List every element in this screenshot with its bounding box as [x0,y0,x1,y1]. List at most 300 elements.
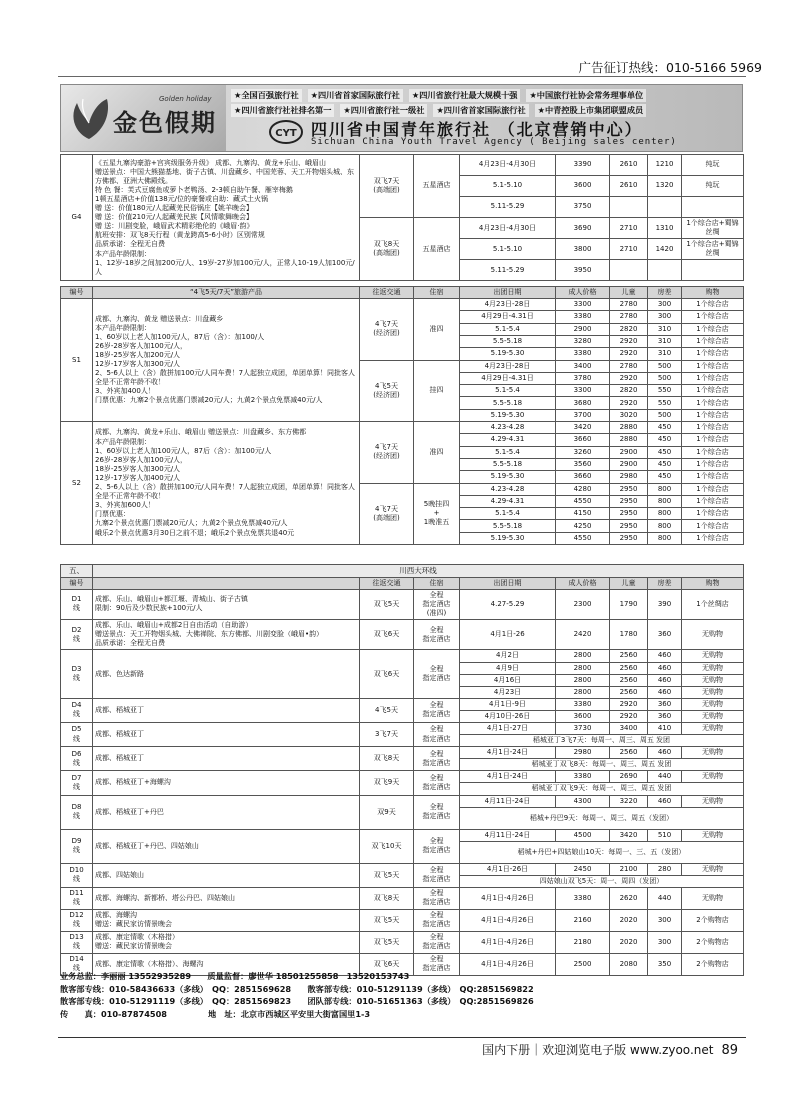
traffic-cell: 双飞8天 [360,887,414,909]
shopping-cell: 1个综合店 [682,434,744,446]
date-cell: 4月1日-4月26日 [460,909,556,931]
header-product [93,577,360,589]
adult-price-cell: 4150 [556,508,610,520]
date-cell: 4月23日 [460,686,556,698]
date-cell: 5.19-5.30 [460,348,556,360]
price-row [61,422,744,434]
room-diff-cell: 500 [648,409,682,421]
route-code: D12 线 [61,909,93,931]
date-cell: 4.27-5.29 [460,589,556,619]
d-table [60,564,744,976]
date-cell: 5.19-5.30 [460,532,556,544]
honor-tag: ★四川省首家国际旅行社 [433,104,528,117]
shopping-cell: 无购物 [682,863,744,875]
child-price-cell: 2950 [610,495,648,507]
room-diff-cell: 440 [648,771,682,783]
room-diff-cell: 310 [648,348,682,360]
room-diff-cell: 310 [648,335,682,347]
shopping-cell [682,260,744,281]
hotel-cell: 全程 指定酒店 (准四) [414,589,460,619]
shopping-cell: 2个购物店 [682,909,744,931]
child-price-cell: 2560 [610,662,648,674]
room-diff-cell: 550 [648,397,682,409]
date-cell: 5.1-5.4 [460,323,556,335]
child-price-cell: 2560 [610,650,648,662]
adult-price-cell: 2300 [556,589,610,619]
honor-tag: ★中国旅行社协会常务理事单位 [526,89,646,102]
room-diff-cell: 280 [648,863,682,875]
room-diff-cell: 500 [648,360,682,372]
date-cell: 4月16日 [460,674,556,686]
date-cell: 5.5-5.18 [460,335,556,347]
adult-price-cell: 4280 [556,483,610,495]
shopping-cell: 1个综合店 [682,471,744,483]
child-price-cell: 3400 [610,722,648,734]
logo-subtitle: Golden holiday [159,95,212,103]
route-code: D5 线 [61,722,93,746]
route-code: D3 线 [61,650,93,698]
date-cell: 4月10日-26日 [460,710,556,722]
route-row [61,909,744,931]
room-diff-cell: 800 [648,483,682,495]
traffic-cell: 4飞7天 (经济团) [360,422,414,483]
top-divider [58,76,746,77]
room-diff-cell: 800 [648,532,682,544]
shopping-cell: 1个综合店 [682,299,744,311]
adult-price-cell: 2900 [556,323,610,335]
route-row [61,698,744,710]
adult-price-cell: 3380 [556,311,610,323]
route-code: D9 线 [61,829,93,863]
shopping-cell: 无购物 [682,674,744,686]
shopping-cell: 1个综合店 [682,458,744,470]
adult-price-cell: 2420 [556,620,610,650]
honor-tags [231,89,741,119]
shopping-cell: 无购物 [682,710,744,722]
date-cell: 4月1日-4月26日 [460,887,556,909]
header-traffic: 往返交通 [360,577,414,589]
route-row [61,589,744,619]
room-diff-cell: 300 [648,931,682,953]
shopping-cell: 无购物 [682,829,744,841]
child-price-cell [610,197,648,218]
shopping-cell: 1个综合店 [682,311,744,323]
child-price-cell: 2610 [610,176,648,197]
room-diff-cell: 450 [648,434,682,446]
room-diff-cell: 510 [648,829,682,841]
date-cell: 4月1日-9日 [460,698,556,710]
hotel-cell: 全程 指定酒店 [414,931,460,953]
room-diff-cell: 300 [648,299,682,311]
hotel-cell: 全程 指定酒店 [414,887,460,909]
child-price-cell: 2880 [610,434,648,446]
traffic-cell: 双飞8天 (高端团) [360,218,414,281]
traffic-cell: 双飞5天 [360,909,414,931]
room-diff-cell: 800 [648,508,682,520]
shopping-cell: 1个综合店 [682,520,744,532]
route-row [61,722,744,734]
page-number: 89 [721,1043,738,1058]
header-room: 房差 [648,577,682,589]
child-price-cell: 2780 [610,360,648,372]
header-date: 出团日期 [460,577,556,589]
product-description: 成都、九寨沟、黄龙 赠送景点：川盘藏乡 本产品年龄限制： 1、60岁以上老人加100元/人，87后（含）：加100/人 26岁-28岁客人加100元/人， 18岁-25岁客人加200元/人 12岁-17岁客人加300元/人 2、5-6人以上（含）散拼加100元/人同车费！7人起独立成团，单团单算！同批客人全是不正常年龄不收！ 3、外宾加400人！ 门票优惠：九寨2个景点优惠门票减20元/人；九黄2个景点免票减40元/人 [93,299,360,422]
schedule-note: 稻城+丹巴+四姑娘山10天：每周一、三、五（发团） [460,841,744,863]
traffic-cell: 双飞5天 [360,863,414,887]
hotel-cell: 全程 指定酒店 [414,747,460,771]
product-code: G4 [61,155,93,281]
price-row [61,155,744,176]
room-diff-cell: 450 [648,446,682,458]
footer-site-text: 国内下册｜欢迎浏览电子版 www.zyoo.net [482,1043,714,1057]
traffic-cell: 4飞7天 (经济团) [360,299,414,360]
svg-text:CYT: CYT [275,128,297,139]
room-diff-cell: 1210 [648,155,682,176]
child-price-cell: 2980 [610,471,648,483]
date-cell: 5.19-5.30 [460,471,556,483]
date-cell: 4月1日-26 [460,620,556,650]
product-code: S1 [61,299,93,422]
header-traffic: 往返交通 [360,287,414,299]
traffic-cell: 双飞6天 [360,620,414,650]
s-table [60,286,744,545]
route-code: D10 线 [61,863,93,887]
adult-price-cell: 3600 [556,176,610,197]
shopping-cell: 1个综合店 [682,385,744,397]
price-row [61,299,744,311]
honor-tag: ★四川省旅行社最大规模十强 [409,89,521,102]
traffic-cell: 4飞5天 (经济团) [360,360,414,421]
room-diff-cell: 460 [648,795,682,807]
shopping-cell: 无购物 [682,620,744,650]
logo-title: 金色假期 [113,108,217,137]
contact-line-3: 散客部专线：010-51291119（多线） QQ：2851569823 团队部专线：010-51651363（多线） QQ:2851569826 [60,996,534,1006]
adult-price-cell: 3380 [556,887,610,909]
header-adult: 成人价格 [556,577,610,589]
section-title-row [61,565,744,578]
shopping-cell: 1个综合店 [682,348,744,360]
route-code: D11 线 [61,887,93,909]
hotel-cell: 全程 指定酒店 [414,953,460,975]
route-row [61,863,744,875]
hotel-cell: 全程 指定酒店 [414,698,460,722]
adult-price-cell: 3300 [556,385,610,397]
child-price-cell: 2710 [610,239,648,260]
header-code: 编号 [61,287,93,299]
child-price-cell: 2920 [610,698,648,710]
shopping-cell: 无购物 [682,662,744,674]
room-diff-cell: 1310 [648,218,682,239]
date-cell: 4月1日-24日 [460,747,556,759]
adult-price-cell: 4250 [556,520,610,532]
traffic-cell: 双飞10天 [360,829,414,863]
route-row [61,795,744,807]
header-shop: 购物 [682,577,744,589]
section-number: 五、 [61,565,93,578]
date-cell: 4月29日-4.31日 [460,311,556,323]
header-child: 儿童 [610,287,648,299]
traffic-cell: 4飞5天 [360,698,414,722]
agency-banner [60,84,743,152]
route-description: 成都、康定情歌（木格措）、海螺沟 [93,953,360,975]
adult-price-cell: 3390 [556,155,610,176]
date-cell: 4月1日-4月26日 [460,953,556,975]
child-price-cell: 2020 [610,909,648,931]
honor-tag: ★全国百强旅行社 [231,89,302,102]
child-price-cell: 2900 [610,458,648,470]
date-cell: 4.23-4.28 [460,483,556,495]
room-diff-cell: 350 [648,953,682,975]
product-description: 成都、九寨沟、黄龙+乐山、峨眉山 赠送景点：川盘藏乡、东方佛都 本产品年龄限制： 1、60岁以上老人加100元/人，87后（含）：加100元/人 26岁-28岁客人加100元/人， 18岁-25岁客人加300元/人 12岁-17岁客人加400元/人 2、5-6人以上（含）散拼加100元/人同车费！7人起独立成团，单团单算！同批客人全是不正常年龄不收！ 3、外宾加600人！ 门票优惠： 九寨2个景点优惠门票减20元/人；九黄2个景点免票减40元/人 峨乐2个景点优惠3月30日之前不退；峨乐2个景点免票共退40元 [93,422,360,545]
contact-footer [60,970,743,1020]
adult-price-cell: 3730 [556,722,610,734]
adult-price-cell: 2500 [556,953,610,975]
shopping-cell: 1个综合店 [682,360,744,372]
schedule-note: 稻城亚丁双飞8天：每周一、周三、周五 发团 [460,759,744,771]
adult-price-cell: 3660 [556,434,610,446]
hotel-cell: 全程 指定酒店 [414,909,460,931]
header-shop: 购物 [682,287,744,299]
schedule-note: 稻城亚丁3飞7天：每周一、周三、周五 发团 [460,735,744,747]
child-price-cell: 2920 [610,335,648,347]
route-description: 成都、乐山、峨眉山+都江堰、青城山、街子古镇 限制：90后及少数民族+100元/人 [93,589,360,619]
room-diff-cell: 500 [648,372,682,384]
shopping-cell: 无购物 [682,686,744,698]
route-code: D8 线 [61,795,93,829]
traffic-cell: 双飞5天 [360,931,414,953]
date-cell: 4月9日 [460,662,556,674]
child-price-cell [610,260,648,281]
date-cell: 4.23-4.28 [460,422,556,434]
header-hotel: 住宿 [414,577,460,589]
route-description: 成都、四姑娘山 [93,863,360,887]
room-diff-cell: 310 [648,323,682,335]
child-price-cell: 2610 [610,155,648,176]
route-description: 成都、稻城亚丁+丹巴、四姑娘山 [93,829,360,863]
date-cell: 5.11-5.29 [460,260,556,281]
traffic-cell: 双9天 [360,795,414,829]
room-diff-cell: 1420 [648,239,682,260]
header-date: 出团日期 [460,287,556,299]
child-price-cell: 2100 [610,863,648,875]
shopping-cell: 1个丝绸店 [682,589,744,619]
route-description: 成都、稻城亚丁+丹巴 [93,795,360,829]
header-child: 儿童 [610,577,648,589]
adult-price-cell: 3400 [556,360,610,372]
shopping-cell [682,197,744,218]
room-diff-cell: 300 [648,311,682,323]
hotel-cell: 全程 指定酒店 [414,650,460,698]
child-price-cell: 2560 [610,747,648,759]
route-code: D4 线 [61,698,93,722]
header-adult: 成人价格 [556,287,610,299]
child-price-cell: 2080 [610,953,648,975]
date-cell: 5.5-5.18 [460,520,556,532]
hotel-cell: 全程 指定酒店 [414,722,460,746]
child-price-cell: 2780 [610,299,648,311]
shopping-cell: 1个综合店 [682,372,744,384]
adult-price-cell: 3560 [556,458,610,470]
adult-price-cell: 4300 [556,795,610,807]
shopping-cell: 1个综合店 [682,508,744,520]
shopping-cell: 1个综合店+蜀锦丝绸 [682,218,744,239]
child-price-cell: 2780 [610,311,648,323]
room-diff-cell: 460 [648,650,682,662]
adult-price-cell: 2800 [556,674,610,686]
hotel-cell: 准四 [414,299,460,360]
shopping-cell: 无购物 [682,795,744,807]
adult-price-cell: 4550 [556,532,610,544]
child-price-cell: 2950 [610,508,648,520]
child-price-cell: 2900 [610,446,648,458]
adult-price-cell: 3420 [556,422,610,434]
traffic-cell: 3飞7天 [360,722,414,746]
route-code: D7 线 [61,771,93,795]
route-code: D13 线 [61,931,93,953]
date-cell: 4.29-4.31 [460,495,556,507]
route-description: 成都、稻城亚丁 [93,698,360,722]
hotel-cell: 全程 指定酒店 [414,863,460,887]
route-description: 成都、稻城亚丁+海螺沟 [93,771,360,795]
child-price-cell: 2950 [610,532,648,544]
route-row [61,650,744,662]
column-header-row [61,577,744,589]
date-cell: 4月23日-28日 [460,299,556,311]
room-diff-cell: 440 [648,887,682,909]
route-description: 成都、稻城亚丁 [93,722,360,746]
adult-price-cell: 2800 [556,650,610,662]
adult-price-cell: 2180 [556,931,610,953]
shopping-cell: 无购物 [682,887,744,909]
room-diff-cell: 360 [648,698,682,710]
shopping-cell: 无购物 [682,650,744,662]
adult-price-cell: 3280 [556,335,610,347]
route-row [61,829,744,841]
child-price-cell: 2820 [610,385,648,397]
honor-tag: ★中青控股上市集团联盟成员 [535,104,647,117]
room-diff-cell: 450 [648,458,682,470]
route-row [61,747,744,759]
adult-price-cell: 2980 [556,747,610,759]
schedule-note: 稻城亚丁双飞9天：每周一、周三、周五 发团 [460,783,744,795]
room-diff-cell: 300 [648,909,682,931]
g4-table [60,154,744,281]
adult-price-cell: 3950 [556,260,610,281]
date-cell: 5.1-5.4 [460,385,556,397]
child-price-cell: 2020 [610,931,648,953]
date-cell: 4月11日-24日 [460,829,556,841]
child-price-cell: 3420 [610,829,648,841]
ad-hotline: 广告征订热线：010-5166 5969 [578,60,762,75]
route-row [61,771,744,783]
room-diff-cell [648,260,682,281]
honor-tag: ★四川省旅行社社排名第一 [231,104,334,117]
date-cell: 4月11日-24日 [460,795,556,807]
bottom-divider [58,1037,746,1038]
shopping-cell: 1个综合店 [682,532,744,544]
child-price-cell: 2690 [610,771,648,783]
traffic-cell: 双飞7天 (高端团) [360,155,414,218]
adult-price-cell: 3690 [556,218,610,239]
header-room: 房差 [648,287,682,299]
header-code: 编号 [61,577,93,589]
room-diff-cell [648,197,682,218]
date-cell: 4月1日-4月26日 [460,931,556,953]
shopping-cell: 无购物 [682,722,744,734]
column-header-row [61,287,744,299]
adult-price-cell: 3380 [556,348,610,360]
route-row [61,887,744,909]
shopping-cell: 1个综合店 [682,483,744,495]
route-code: D2 线 [61,620,93,650]
adult-price-cell: 3780 [556,372,610,384]
room-diff-cell: 460 [648,674,682,686]
product-description: 《五星九寨沟豪游+宫宾级服务升级》 成都、九寨沟、黄龙+乐山、峨眉山 赠送景点：中国大熊猫基地、街子古镇、川盘藏乡、中国芜蓉、天工开物烟头城、东方佛都、亚洲大佛殿线。 特 色 餐：芙式豆腐鱼或萝卜老鸭汤、2-3顿自助午餐、雁宰梅鹅 1顿五星酒店+价值138元/位的豪餐或自助：藏式土火锅 赠 送：价值180元/人起藏羌民俗锅庄【姚羊晚会】 赠 送：价值210元/人起藏羌民族【风情歌舞晚会】 赠 送：川剧变脸，峨眉武术精彩绝伦的《峨眉·韵》 航班安排：双飞8天行程（黄龙跨高5-6小时）区别常规 品质承诺：全程无自费 本产品年龄限制： 1、12岁-18岁之间加200元/人、19岁-27岁加100元/人，正常人10-19人加100元/人 [93,155,360,281]
child-price-cell: 3220 [610,795,648,807]
date-cell: 4月23日-4月30日 [460,218,556,239]
adult-price-cell: 3680 [556,397,610,409]
child-price-cell: 2820 [610,323,648,335]
child-price-cell: 2950 [610,483,648,495]
shopping-cell: 2个购物店 [682,931,744,953]
date-cell: 4月1日-24日 [460,771,556,783]
room-diff-cell: 800 [648,495,682,507]
hotel-cell: 全程 指定酒店 [414,771,460,795]
traffic-cell: 双飞9天 [360,771,414,795]
shopping-cell: 无购物 [682,771,744,783]
golden-holiday-logo [61,85,226,152]
hotel-cell: 准四 [414,422,460,483]
date-cell: 4.29-4.31 [460,434,556,446]
room-diff-cell: 360 [648,710,682,722]
section-title: 川西大环线 [93,565,744,578]
room-diff-cell: 450 [648,471,682,483]
room-diff-cell: 390 [648,589,682,619]
child-price-cell: 2560 [610,674,648,686]
header-hotel: 住宿 [414,287,460,299]
contact-line-4: 传 真：010-87874508 地 址：北京市西城区平安里大街富国里1-3 [60,1008,371,1019]
product-code: S2 [61,422,93,545]
adult-price-cell: 3800 [556,239,610,260]
date-cell: 5.1-5.10 [460,239,556,260]
route-description: 成都、康定情歌（木格措） 赠送：藏民家访情景晚会 [93,931,360,953]
route-description: 成都、乐山、峨眉山+成都2日自由活动（自助游） 赠送景点：天工开物烟头城、大佛禅院、东方佛都、川剧变脸（峨眉•韵） 品质承诺：全程无自费 [93,620,360,650]
company-block [251,117,741,149]
honor-tag: ★四川省首家国际旅行社 [308,89,403,102]
hotel-cell: 五星酒店 [414,218,460,281]
child-price-cell: 2920 [610,372,648,384]
child-price-cell: 2560 [610,686,648,698]
adult-price-cell: 2800 [556,686,610,698]
child-price-cell: 2710 [610,218,648,239]
shopping-cell: 无购物 [682,747,744,759]
shopping-cell: 1个综合店 [682,409,744,421]
shopping-cell: 1个综合店 [682,495,744,507]
route-description: 成都、色达新路 [93,650,360,698]
adult-price-cell: 3300 [556,299,610,311]
adult-price-cell: 3260 [556,446,610,458]
route-description: 成都、海螺沟、新都桥、塔公丹巴、四姑娘山 [93,887,360,909]
adult-price-cell: 3600 [556,710,610,722]
date-cell: 5.1-5.10 [460,176,556,197]
date-cell: 4月2日 [460,650,556,662]
date-cell: 4月1日-27日 [460,722,556,734]
room-diff-cell: 550 [648,385,682,397]
child-price-cell: 1780 [610,620,648,650]
shopping-cell: 1个综合店+蜀锦丝绸 [682,239,744,260]
date-cell: 5.1-5.4 [460,508,556,520]
child-price-cell: 2920 [610,397,648,409]
